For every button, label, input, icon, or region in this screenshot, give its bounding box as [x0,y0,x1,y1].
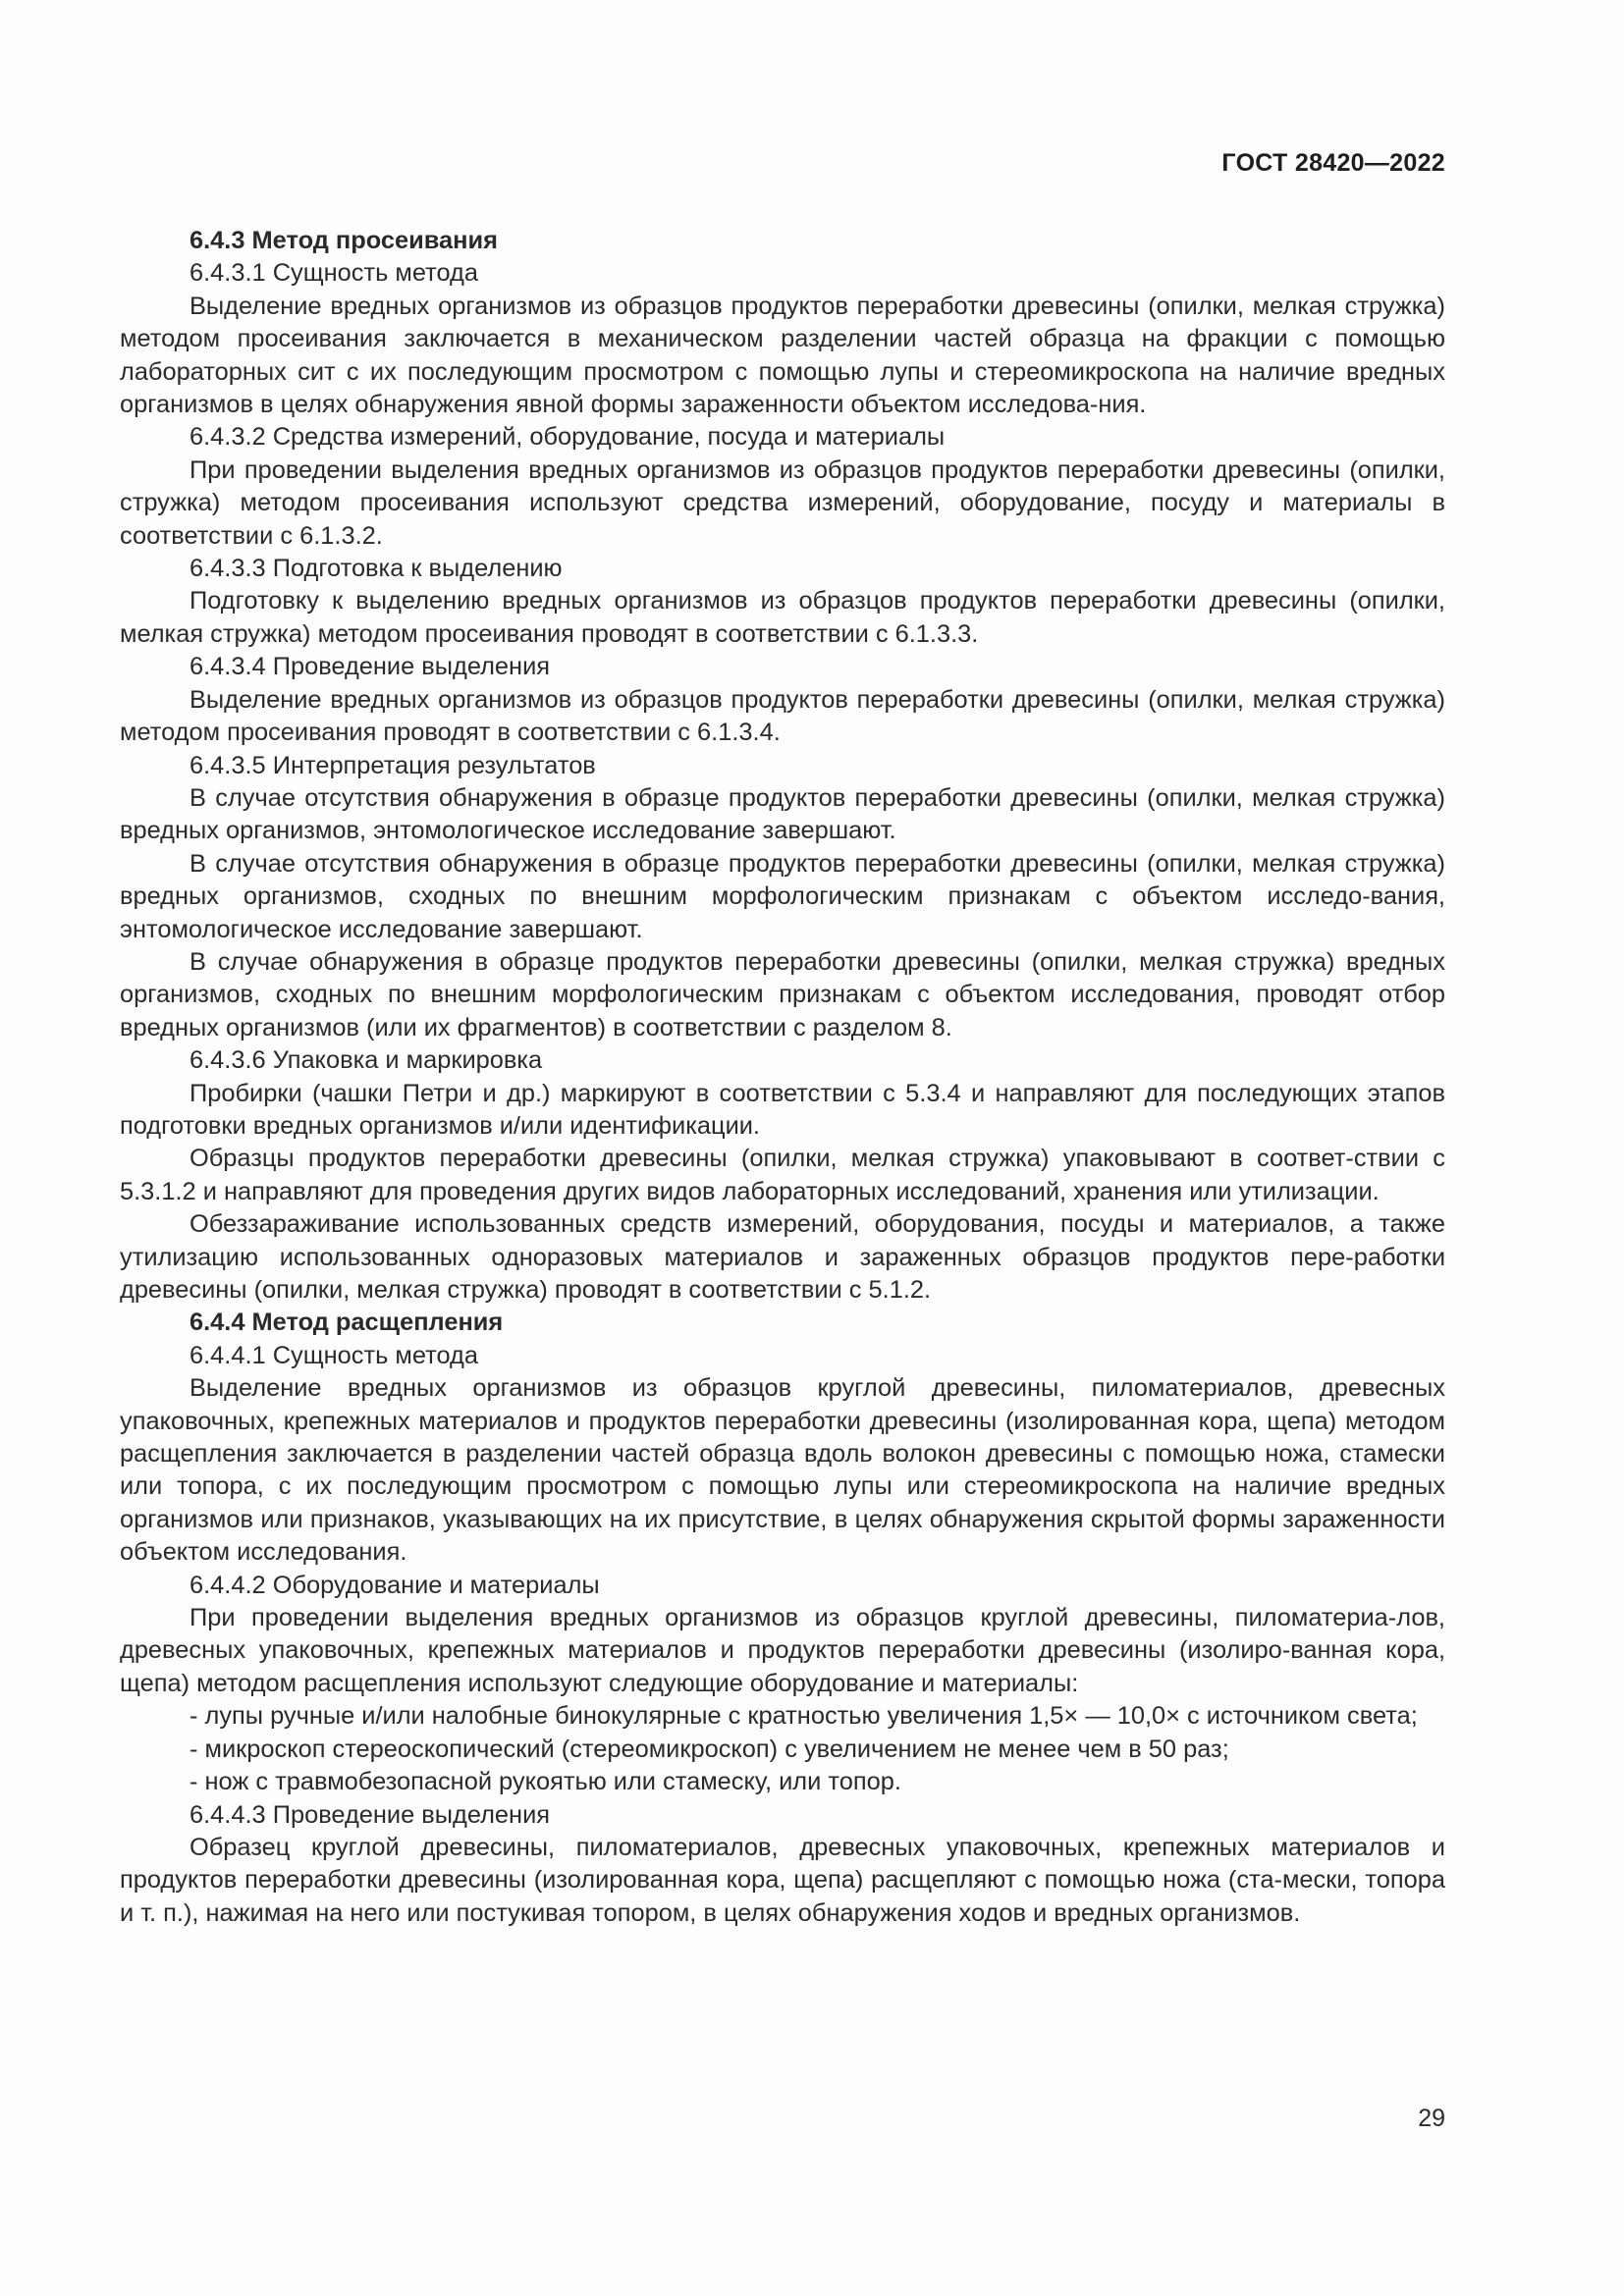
paragraph: В случае обнаружения в образце продуктов переработки древесины (опилки, мелкая стружка) вредных организмов, сходных по внешним морфологическим признакам с объектом исследования, проводят отбор вредных организмов (или их фрагментов) в соответствии с разделом 8. [120,947,1445,1041]
paragraph: Выделение вредных организмов из образцов продуктов переработки древесины (опилки, мелкая стружка) методом просеивания проводят в соответствии с 6.1.3.4. [120,685,1445,747]
section-heading-6-4-4: 6.4.4 Метод расщепления [189,1308,504,1337]
list-item: - микроскоп стереоскопический (стереомикроскоп) с увеличением не менее чем в 50 раз; [189,1735,1229,1763]
paragraph: В случае отсутствия обнаружения в образце продуктов переработки древесины (опилки, мелкая стружка) вредных организмов, энтомологическое исследование завершают. [120,783,1445,845]
paragraph: В случае отсутствия обнаружения в образце продуктов переработки древесины (опилки, мелкая стружка) вредных организмов, сходных по внешним морфологическим признакам с объектом исследо-вания, энтомологическое исследование завершают. [120,849,1445,943]
paragraph: Обеззараживание использованных средств измерений, оборудования, посуды и материалов, а также утилизацию использованных одноразовых материалов и зараженных образцов продуктов пере-работки древесины (опилки, мелкая стружка) проводят в соответствии с 5.1.2. [120,1210,1445,1304]
document-standard-id: ГОСТ 28420—2022 [1221,149,1445,177]
subsection-heading: 6.4.3.1 Сущность метода [189,259,478,288]
list-item: - лупы ручные и/или налобные бинокулярные с кратностью увеличения 1,5× — 10,0× с источником света; [189,1702,1418,1731]
subsection-heading: 6.4.3.5 Интерпретация результатов [189,751,596,779]
paragraph: При проведении выделения вредных организмов из образцов круглой древесины, пиломатериа-лов, древесных упаковочных, крепежных материалов и продуктов переработки древесины (изолиро-ванная кора, щепа) методом расщепления используют следующие оборудование и материалы: [120,1604,1445,1697]
page-number: 29 [1418,2105,1445,2132]
subsection-heading: 6.4.4.2 Оборудование и материалы [189,1571,600,1599]
document-body [120,225,1445,1930]
paragraph: При проведении выделения вредных организмов из образцов продуктов переработки древесины (опилки, стружка) методом просеивания используют средства измерений, оборудование, посуду и материалы в соответствии с 6.1.3.2. [120,455,1445,550]
list-item: - нож с травмобезопасной рукоятью или стамеску, или топор. [189,1768,901,1796]
subsection-heading: 6.4.3.2 Средства измерений, оборудование, посуда и материалы [189,423,946,452]
subsection-heading: 6.4.3.4 Проведение выделения [189,653,550,681]
section-heading-6-4-3: 6.4.3 Метод просеивания [189,227,498,254]
paragraph: Образцы продуктов переработки древесины (опилки, мелкая стружка) упаковывают в соответ-ствии с 5.3.1.2 и направляют для проведения других видов лабораторных исследований, хранения или утилизации. [120,1145,1445,1205]
subsection-heading: 6.4.4.1 Сущность метода [189,1341,478,1369]
paragraph: Образец круглой древесины, пиломатериалов, древесных упаковочных, крепежных материалов и продуктов переработки древесины (изолированная кора, щепа) расщепляют с помощью ножа (ста-мески, топора и т. п.), нажимая на него или постукивая топором, в целях обнаружения ходов и вредных организмов. [120,1833,1445,1927]
paragraph: Выделение вредных организмов из образцов круглой древесины, пиломатериалов, древесных упаковочных, крепежных материалов и продуктов переработки древесины (изолированная кора, щепа) методом расщепления заключается в разделении частей образца вдоль волокон древесины с помощью ножа, стамески или топора, с их последующим просмотром с помощью лупы или стереомикроскопа на наличие вредных организмов или признаков, указывающих на их присутствие, в целях обнаружения скрытой формы зараженности объектом исследования. [120,1374,1445,1567]
paragraph: Подготовку к выделению вредных организмов из образцов продуктов переработки древесины (опилки, мелкая стружка) методом просеивания проводят в соответствии с 6.1.3.3. [120,587,1445,648]
subsection-heading: 6.4.4.3 Проведение выделения [189,1800,550,1829]
paragraph: Пробирки (чашки Петри и др.) маркируют в соответствии с 5.3.4 и направляют для последующих этапов подготовки вредных организмов и/или идентификации. [120,1079,1445,1140]
paragraph: Выделение вредных организмов из образцов продуктов переработки древесины (опилки, мелкая стружка) методом просеивания заключается в механическом разделении частей образца на фракции с помощью лабораторных сит с их последующим просмотром с помощью лупы и стереомикроскопа на наличие вредных организмов в целях обнаружения явной формы зараженности объектом исследова-ния. [120,292,1445,419]
subsection-heading: 6.4.3.3 Подготовка к выделению [189,555,563,583]
subsection-heading: 6.4.3.6 Упаковка и маркировка [189,1046,543,1075]
